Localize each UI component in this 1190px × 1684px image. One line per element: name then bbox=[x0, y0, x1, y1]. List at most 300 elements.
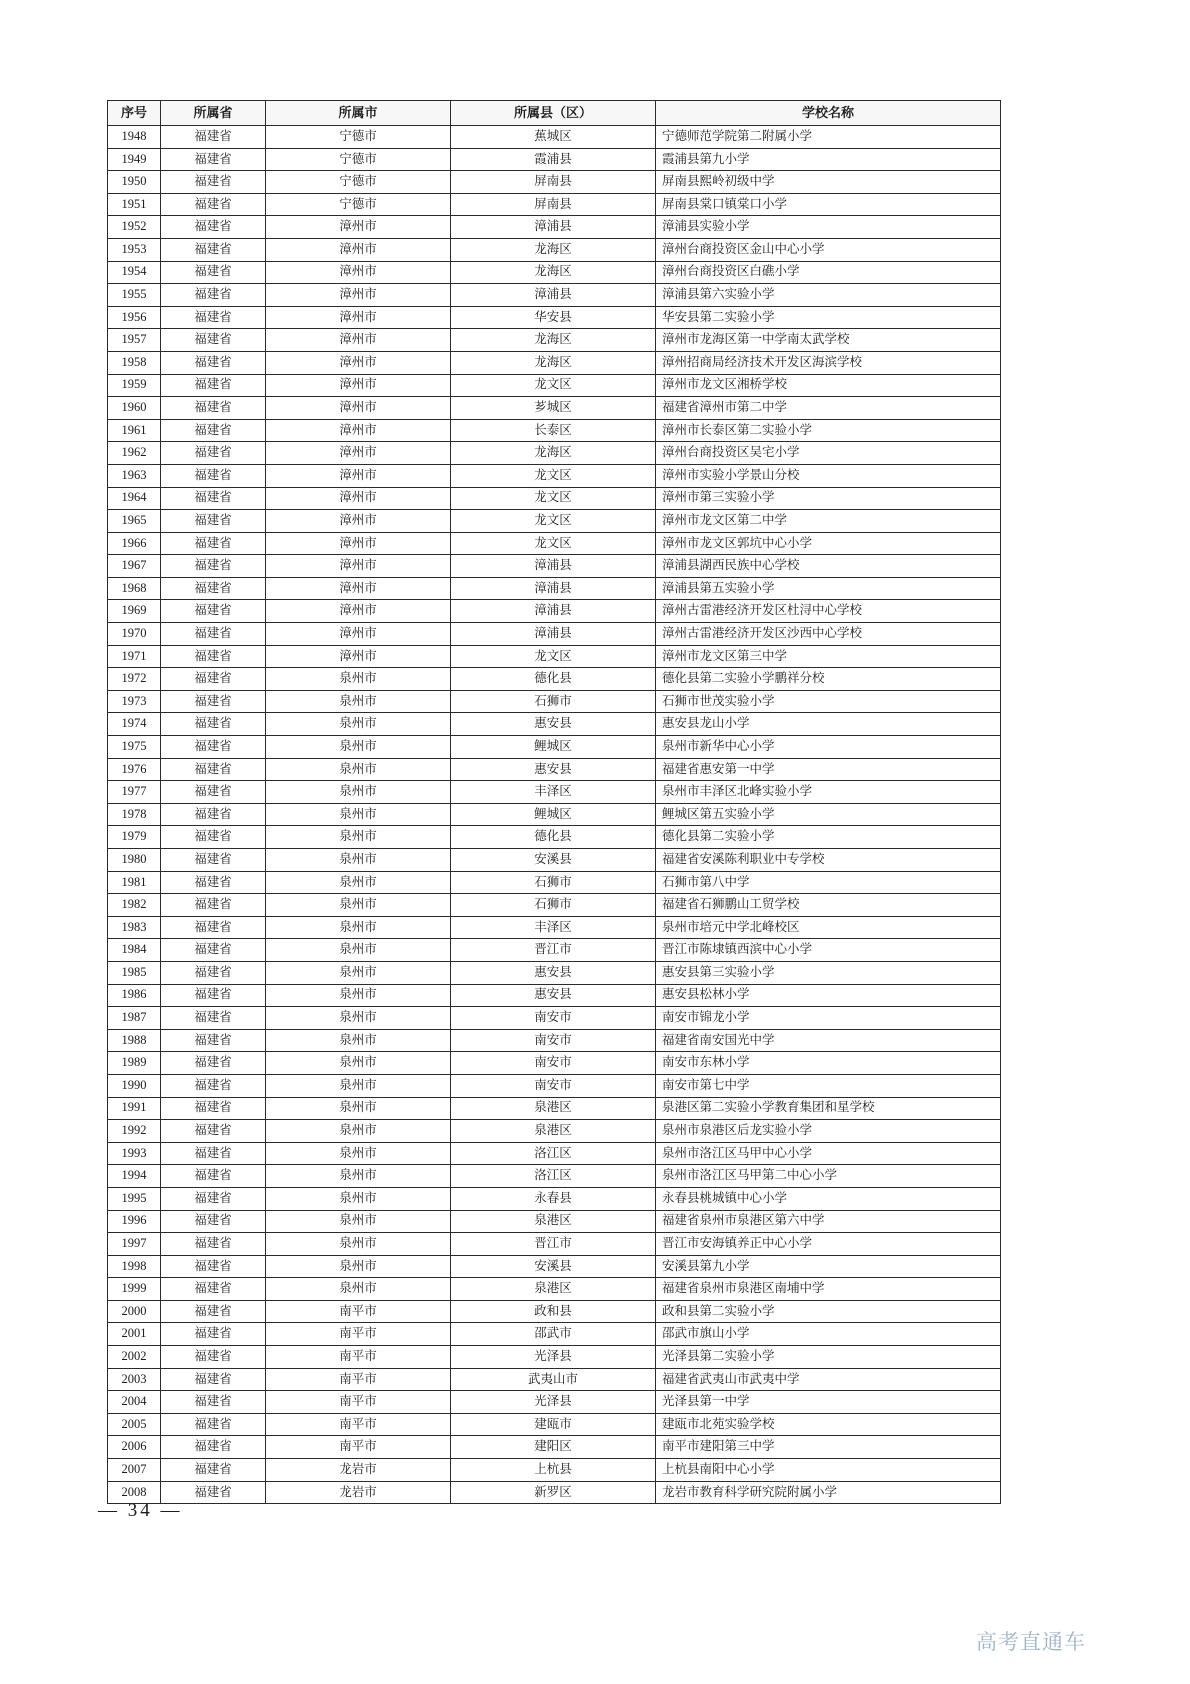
table-cell: 福建省 bbox=[161, 397, 266, 420]
table-cell: 南安市锦龙小学 bbox=[656, 1007, 1001, 1030]
table-cell: 泉州市 bbox=[266, 668, 451, 691]
table-cell: 鲤城区 bbox=[451, 803, 656, 826]
table-cell: 福建省 bbox=[161, 126, 266, 149]
table-cell: 龙海区 bbox=[451, 261, 656, 284]
table-cell: 龙海区 bbox=[451, 238, 656, 261]
table-cell: 泉州市 bbox=[266, 1210, 451, 1233]
table-cell: 福建省泉州市泉港区南埔中学 bbox=[656, 1278, 1001, 1301]
table-cell: 漳浦县第六实验小学 bbox=[656, 284, 1001, 307]
table-cell: 龙海区 bbox=[451, 442, 656, 465]
table-cell: 福建省 bbox=[161, 894, 266, 917]
table-cell: 福建省 bbox=[161, 577, 266, 600]
table-row bbox=[108, 1459, 1001, 1482]
table-cell: 福建省 bbox=[161, 329, 266, 352]
table-cell: 漳州市 bbox=[266, 374, 451, 397]
table-cell: 南安市第七中学 bbox=[656, 1074, 1001, 1097]
table-cell: 1959 bbox=[108, 374, 161, 397]
table-cell: 1979 bbox=[108, 826, 161, 849]
table-cell: 1976 bbox=[108, 758, 161, 781]
table-row bbox=[108, 758, 1001, 781]
table-row bbox=[108, 600, 1001, 623]
table-cell: 福建省 bbox=[161, 1346, 266, 1369]
table-row bbox=[108, 148, 1001, 171]
table-cell: 石狮市世茂实验小学 bbox=[656, 690, 1001, 713]
table-cell: 南安市 bbox=[451, 1074, 656, 1097]
table-cell: 漳浦县实验小学 bbox=[656, 216, 1001, 239]
table-cell: 漳州市 bbox=[266, 216, 451, 239]
table-cell: 漳州市 bbox=[266, 487, 451, 510]
table-row bbox=[108, 261, 1001, 284]
table-cell: 南安市 bbox=[451, 1029, 656, 1052]
column-header-county: 所属县（区） bbox=[451, 101, 656, 126]
table-cell: 泉州市 bbox=[266, 1255, 451, 1278]
table-cell: 2003 bbox=[108, 1368, 161, 1391]
table-row bbox=[108, 1074, 1001, 1097]
table-cell: 泉州市洛江区马甲第二中心小学 bbox=[656, 1165, 1001, 1188]
table-cell: 龙岩市 bbox=[266, 1459, 451, 1482]
table-cell: 1996 bbox=[108, 1210, 161, 1233]
table-row bbox=[108, 464, 1001, 487]
table-cell: 华安县第二实验小学 bbox=[656, 306, 1001, 329]
table-cell: 惠安县 bbox=[451, 961, 656, 984]
table-cell: 1964 bbox=[108, 487, 161, 510]
table-cell: 福建省 bbox=[161, 1481, 266, 1504]
table-cell: 宁德市 bbox=[266, 126, 451, 149]
table-row bbox=[108, 1210, 1001, 1233]
table-row bbox=[108, 238, 1001, 261]
table-cell: 德化县 bbox=[451, 668, 656, 691]
table-cell: 1954 bbox=[108, 261, 161, 284]
table-cell: 福建省 bbox=[161, 193, 266, 216]
table-cell: 1977 bbox=[108, 781, 161, 804]
table-row bbox=[108, 419, 1001, 442]
table-cell: 惠安县 bbox=[451, 984, 656, 1007]
table-cell: 1955 bbox=[108, 284, 161, 307]
table-row bbox=[108, 736, 1001, 759]
table-cell: 漳州市龙文区湘桥学校 bbox=[656, 374, 1001, 397]
table-cell: 福建省 bbox=[161, 1278, 266, 1301]
table-cell: 1986 bbox=[108, 984, 161, 1007]
table-cell: 1968 bbox=[108, 577, 161, 600]
table-cell: 漳州市龙文区第二中学 bbox=[656, 510, 1001, 533]
table-cell: 漳州市 bbox=[266, 284, 451, 307]
table-cell: 泉州市培元中学北峰校区 bbox=[656, 916, 1001, 939]
table-cell: 1971 bbox=[108, 645, 161, 668]
table-cell: 1963 bbox=[108, 464, 161, 487]
table-cell: 福建省 bbox=[161, 1097, 266, 1120]
table-cell: 福建省 bbox=[161, 555, 266, 578]
table-cell: 福建省 bbox=[161, 690, 266, 713]
table-cell: 福建省 bbox=[161, 736, 266, 759]
table-cell: 福建省 bbox=[161, 1323, 266, 1346]
table-row bbox=[108, 555, 1001, 578]
column-header-school: 学校名称 bbox=[656, 101, 1001, 126]
table-cell: 2001 bbox=[108, 1323, 161, 1346]
table-cell: 福建省 bbox=[161, 1436, 266, 1459]
table-cell: 1983 bbox=[108, 916, 161, 939]
table-cell: 泉州市 bbox=[266, 713, 451, 736]
table-cell: 泉港区 bbox=[451, 1120, 656, 1143]
table-cell: 龙岩市教育科学研究院附属小学 bbox=[656, 1481, 1001, 1504]
table-cell: 1967 bbox=[108, 555, 161, 578]
table-cell: 漳州市第三实验小学 bbox=[656, 487, 1001, 510]
table-row bbox=[108, 126, 1001, 149]
table-cell: 泉州市 bbox=[266, 1187, 451, 1210]
table-cell: 龙海区 bbox=[451, 351, 656, 374]
table-cell: 南平市建阳第三中学 bbox=[656, 1436, 1001, 1459]
table-cell: 1982 bbox=[108, 894, 161, 917]
table-cell: 惠安县第三实验小学 bbox=[656, 961, 1001, 984]
table-cell: 漳州市 bbox=[266, 600, 451, 623]
watermark-text: 高考直通车 bbox=[976, 1631, 1086, 1654]
table-cell: 泉州市 bbox=[266, 1120, 451, 1143]
table-cell: 2000 bbox=[108, 1300, 161, 1323]
table-cell: 福建省 bbox=[161, 803, 266, 826]
table-row bbox=[108, 1391, 1001, 1414]
table-row bbox=[108, 193, 1001, 216]
table-cell: 漳浦县 bbox=[451, 555, 656, 578]
table-cell: 漳浦县 bbox=[451, 284, 656, 307]
table-cell: 1965 bbox=[108, 510, 161, 533]
table-cell: 1956 bbox=[108, 306, 161, 329]
table-cell: 泉州市 bbox=[266, 1074, 451, 1097]
table-row bbox=[108, 1187, 1001, 1210]
table-cell: 1961 bbox=[108, 419, 161, 442]
table-cell: 泉州市新华中心小学 bbox=[656, 736, 1001, 759]
table-cell: 政和县第二实验小学 bbox=[656, 1300, 1001, 1323]
table-row bbox=[108, 1029, 1001, 1052]
table-row bbox=[108, 1368, 1001, 1391]
table-cell: 1985 bbox=[108, 961, 161, 984]
table-cell: 泉州市 bbox=[266, 758, 451, 781]
table-cell: 1989 bbox=[108, 1052, 161, 1075]
table-cell: 屏南县 bbox=[451, 193, 656, 216]
table-cell: 泉州市 bbox=[266, 1029, 451, 1052]
page-number: — 34 — bbox=[98, 1500, 183, 1521]
table-cell: 福建省 bbox=[161, 1413, 266, 1436]
table-cell: 漳州古雷港经济开发区杜浔中心学校 bbox=[656, 600, 1001, 623]
table-cell: 龙文区 bbox=[451, 464, 656, 487]
table-cell: 漳州市 bbox=[266, 442, 451, 465]
table-cell: 福建省 bbox=[161, 871, 266, 894]
table-cell: 鲤城区 bbox=[451, 736, 656, 759]
table-row bbox=[108, 1436, 1001, 1459]
table-cell: 泉州市 bbox=[266, 984, 451, 1007]
table-cell: 1978 bbox=[108, 803, 161, 826]
table-cell: 龙文区 bbox=[451, 532, 656, 555]
table-cell: 泉州市 bbox=[266, 916, 451, 939]
table-row bbox=[108, 374, 1001, 397]
table-row bbox=[108, 351, 1001, 374]
table-cell: 洛江区 bbox=[451, 1142, 656, 1165]
table-cell: 宁德师范学院第二附属小学 bbox=[656, 126, 1001, 149]
table-cell: 2004 bbox=[108, 1391, 161, 1414]
table-cell: 泉州市 bbox=[266, 1233, 451, 1256]
table-cell: 建瓯市 bbox=[451, 1413, 656, 1436]
table-cell: 福建省 bbox=[161, 171, 266, 194]
table-cell: 泉州市 bbox=[266, 871, 451, 894]
table-row bbox=[108, 1097, 1001, 1120]
table-cell: 霞浦县 bbox=[451, 148, 656, 171]
table-cell: 蕉城区 bbox=[451, 126, 656, 149]
table-cell: 漳州市 bbox=[266, 238, 451, 261]
table-row bbox=[108, 510, 1001, 533]
table-cell: 福建省 bbox=[161, 374, 266, 397]
table-cell: 安溪县 bbox=[451, 1255, 656, 1278]
table-cell: 石狮市 bbox=[451, 690, 656, 713]
table-cell: 福建省 bbox=[161, 419, 266, 442]
table-row bbox=[108, 961, 1001, 984]
table-cell: 1960 bbox=[108, 397, 161, 420]
table-cell: 惠安县松林小学 bbox=[656, 984, 1001, 1007]
table-cell: 漳州市 bbox=[266, 555, 451, 578]
table-header bbox=[108, 101, 1001, 126]
table-row bbox=[108, 984, 1001, 1007]
table-cell: 福建省 bbox=[161, 984, 266, 1007]
table-cell: 泉州市 bbox=[266, 1097, 451, 1120]
table-row bbox=[108, 623, 1001, 646]
table-cell: 漳浦县 bbox=[451, 216, 656, 239]
table-cell: 1998 bbox=[108, 1255, 161, 1278]
table-cell: 福建省 bbox=[161, 826, 266, 849]
table-cell: 福建省 bbox=[161, 1165, 266, 1188]
table-cell: 泉州市洛江区马甲中心小学 bbox=[656, 1142, 1001, 1165]
table-cell: 泉州市 bbox=[266, 736, 451, 759]
table-cell: 1981 bbox=[108, 871, 161, 894]
table-cell: 龙文区 bbox=[451, 487, 656, 510]
table-cell: 福建省 bbox=[161, 713, 266, 736]
table-cell: 1952 bbox=[108, 216, 161, 239]
table-cell: 宁德市 bbox=[266, 148, 451, 171]
school-list-table bbox=[107, 100, 1001, 1504]
table-cell: 泉州市 bbox=[266, 1142, 451, 1165]
table-cell: 永春县 bbox=[451, 1187, 656, 1210]
table-cell: 泉州市 bbox=[266, 803, 451, 826]
table-cell: 1992 bbox=[108, 1120, 161, 1143]
table-cell: 福建省漳州市第二中学 bbox=[656, 397, 1001, 420]
table-cell: 福建省 bbox=[161, 148, 266, 171]
table-cell: 惠安县 bbox=[451, 758, 656, 781]
table-cell: 福建省 bbox=[161, 600, 266, 623]
table-cell: 新罗区 bbox=[451, 1481, 656, 1504]
table-cell: 1999 bbox=[108, 1278, 161, 1301]
table-cell: 泉州市 bbox=[266, 826, 451, 849]
table-cell: 漳州台商投资区吴宅小学 bbox=[656, 442, 1001, 465]
table-row bbox=[108, 1007, 1001, 1030]
table-cell: 福建省 bbox=[161, 623, 266, 646]
table-cell: 福建省惠安第一中学 bbox=[656, 758, 1001, 781]
table-cell: 福建省石狮鹏山工贸学校 bbox=[656, 894, 1001, 917]
table-cell: 德化县第二实验小学鹏祥分校 bbox=[656, 668, 1001, 691]
table-cell: 福建省 bbox=[161, 351, 266, 374]
table-row bbox=[108, 1323, 1001, 1346]
table-cell: 泉州市 bbox=[266, 1278, 451, 1301]
table-row bbox=[108, 1346, 1001, 1369]
table-cell: 泉州市 bbox=[266, 1007, 451, 1030]
table-cell: 福建省 bbox=[161, 758, 266, 781]
table-cell: 晋江市 bbox=[451, 1233, 656, 1256]
table-cell: 1950 bbox=[108, 171, 161, 194]
table-cell: 福建省武夷山市武夷中学 bbox=[656, 1368, 1001, 1391]
table-cell: 福建省 bbox=[161, 1029, 266, 1052]
table-row bbox=[108, 849, 1001, 872]
table-cell: 泉州市泉港区后龙实验小学 bbox=[656, 1120, 1001, 1143]
table-cell: 福建省 bbox=[161, 916, 266, 939]
table-cell: 屏南县棠口镇棠口小学 bbox=[656, 193, 1001, 216]
table-cell: 龙文区 bbox=[451, 374, 656, 397]
table-cell: 芗城区 bbox=[451, 397, 656, 420]
table-cell: 漳州市长泰区第二实验小学 bbox=[656, 419, 1001, 442]
table-cell: 福建省 bbox=[161, 1459, 266, 1482]
table-cell: 福建省 bbox=[161, 464, 266, 487]
table-cell: 屏南县 bbox=[451, 171, 656, 194]
table-cell: 福建省 bbox=[161, 1142, 266, 1165]
table-cell: 政和县 bbox=[451, 1300, 656, 1323]
table-cell: 福建省安溪陈利职业中专学校 bbox=[656, 849, 1001, 872]
table-row bbox=[108, 713, 1001, 736]
table-cell: 福建省 bbox=[161, 1120, 266, 1143]
table-row bbox=[108, 216, 1001, 239]
table-cell: 南安市 bbox=[451, 1052, 656, 1075]
table-cell: 华安县 bbox=[451, 306, 656, 329]
table-cell: 漳浦县第五实验小学 bbox=[656, 577, 1001, 600]
table-cell: 福建省 bbox=[161, 487, 266, 510]
table-cell: 上杭县 bbox=[451, 1459, 656, 1482]
table-row bbox=[108, 1413, 1001, 1436]
table-cell: 屏南县熙岭初级中学 bbox=[656, 171, 1001, 194]
table-cell: 福建省 bbox=[161, 1368, 266, 1391]
table-cell: 福建省 bbox=[161, 668, 266, 691]
table-cell: 龙海区 bbox=[451, 329, 656, 352]
table-row bbox=[108, 690, 1001, 713]
table-cell: 1975 bbox=[108, 736, 161, 759]
table-cell: 福建省 bbox=[161, 261, 266, 284]
table-cell: 漳州市龙文区第三中学 bbox=[656, 645, 1001, 668]
table-cell: 1997 bbox=[108, 1233, 161, 1256]
table-cell: 泉州市丰泽区北峰实验小学 bbox=[656, 781, 1001, 804]
table-cell: 2007 bbox=[108, 1459, 161, 1482]
table-row bbox=[108, 171, 1001, 194]
table-cell: 漳州市 bbox=[266, 351, 451, 374]
table-cell: 泉港区第二实验小学教育集团和星学校 bbox=[656, 1097, 1001, 1120]
table-cell: 安溪县第九小学 bbox=[656, 1255, 1001, 1278]
table-cell: 福建省 bbox=[161, 1074, 266, 1097]
table-cell: 漳州市 bbox=[266, 329, 451, 352]
table-cell: 1973 bbox=[108, 690, 161, 713]
table-cell: 洛江区 bbox=[451, 1165, 656, 1188]
table-cell: 福建省 bbox=[161, 216, 266, 239]
table-cell: 漳浦县湖西民族中心学校 bbox=[656, 555, 1001, 578]
table-cell: 泉州市 bbox=[266, 849, 451, 872]
table-cell: 丰泽区 bbox=[451, 916, 656, 939]
table-cell: 南平市 bbox=[266, 1346, 451, 1369]
table-cell: 福建省 bbox=[161, 961, 266, 984]
table-cell: 鲤城区第五实验小学 bbox=[656, 803, 1001, 826]
table-cell: 1988 bbox=[108, 1029, 161, 1052]
table-cell: 漳州市 bbox=[266, 510, 451, 533]
table-cell: 福建省 bbox=[161, 442, 266, 465]
table-cell: 南平市 bbox=[266, 1391, 451, 1414]
table-cell: 南安市东林小学 bbox=[656, 1052, 1001, 1075]
table-cell: 福建省南安国光中学 bbox=[656, 1029, 1001, 1052]
table-cell: 石狮市 bbox=[451, 894, 656, 917]
table-cell: 漳州市 bbox=[266, 397, 451, 420]
table-cell: 漳州市 bbox=[266, 464, 451, 487]
table-cell: 漳州市 bbox=[266, 645, 451, 668]
table-cell: 福建省 bbox=[161, 1300, 266, 1323]
table-row bbox=[108, 1233, 1001, 1256]
table-cell: 1966 bbox=[108, 532, 161, 555]
table-row bbox=[108, 532, 1001, 555]
table-cell: 1951 bbox=[108, 193, 161, 216]
table-cell: 武夷山市 bbox=[451, 1368, 656, 1391]
table-row bbox=[108, 803, 1001, 826]
table-cell: 漳州招商局经济技术开发区海滨学校 bbox=[656, 351, 1001, 374]
table-row bbox=[108, 1165, 1001, 1188]
table-cell: 石狮市第八中学 bbox=[656, 871, 1001, 894]
table-cell: 泉州市 bbox=[266, 1052, 451, 1075]
table-cell: 1962 bbox=[108, 442, 161, 465]
table-row bbox=[108, 826, 1001, 849]
table-body bbox=[108, 126, 1001, 1504]
table-cell: 邵武市 bbox=[451, 1323, 656, 1346]
table-cell: 南平市 bbox=[266, 1300, 451, 1323]
table-row bbox=[108, 1300, 1001, 1323]
table-cell: 龙文区 bbox=[451, 645, 656, 668]
table-cell: 1990 bbox=[108, 1074, 161, 1097]
table-row bbox=[108, 487, 1001, 510]
table-cell: 2005 bbox=[108, 1413, 161, 1436]
table-row bbox=[108, 645, 1001, 668]
table-row bbox=[108, 1142, 1001, 1165]
table-cell: 1987 bbox=[108, 1007, 161, 1030]
table-cell: 1948 bbox=[108, 126, 161, 149]
table-cell: 1953 bbox=[108, 238, 161, 261]
table-cell: 1980 bbox=[108, 849, 161, 872]
table-row bbox=[108, 781, 1001, 804]
table-cell: 长泰区 bbox=[451, 419, 656, 442]
table-row bbox=[108, 894, 1001, 917]
table-row bbox=[108, 284, 1001, 307]
table-cell: 漳州市 bbox=[266, 419, 451, 442]
table-row bbox=[108, 1481, 1001, 1504]
table-row bbox=[108, 916, 1001, 939]
table-row bbox=[108, 1052, 1001, 1075]
table-cell: 宁德市 bbox=[266, 193, 451, 216]
table-cell: 霞浦县第九小学 bbox=[656, 148, 1001, 171]
table-cell: 1994 bbox=[108, 1165, 161, 1188]
table-cell: 漳州市龙文区郭坑中心小学 bbox=[656, 532, 1001, 555]
table-row bbox=[108, 577, 1001, 600]
table-cell: 南平市 bbox=[266, 1413, 451, 1436]
table-cell: 1970 bbox=[108, 623, 161, 646]
table-cell: 1972 bbox=[108, 668, 161, 691]
table-cell: 德化县第二实验小学 bbox=[656, 826, 1001, 849]
table-cell: 漳州台商投资区金山中心小学 bbox=[656, 238, 1001, 261]
table-cell: 福建省 bbox=[161, 1233, 266, 1256]
table-cell: 德化县 bbox=[451, 826, 656, 849]
table-cell: 福建省 bbox=[161, 939, 266, 962]
table-cell: 福建省 bbox=[161, 510, 266, 533]
table-cell: 惠安县龙山小学 bbox=[656, 713, 1001, 736]
table-cell: 永春县桃城镇中心小学 bbox=[656, 1187, 1001, 1210]
table-cell: 惠安县 bbox=[451, 713, 656, 736]
table-cell: 光泽县 bbox=[451, 1391, 656, 1414]
table-row bbox=[108, 1278, 1001, 1301]
table-cell: 福建省 bbox=[161, 306, 266, 329]
table-cell: 光泽县 bbox=[451, 1346, 656, 1369]
table-cell: 泉港区 bbox=[451, 1097, 656, 1120]
